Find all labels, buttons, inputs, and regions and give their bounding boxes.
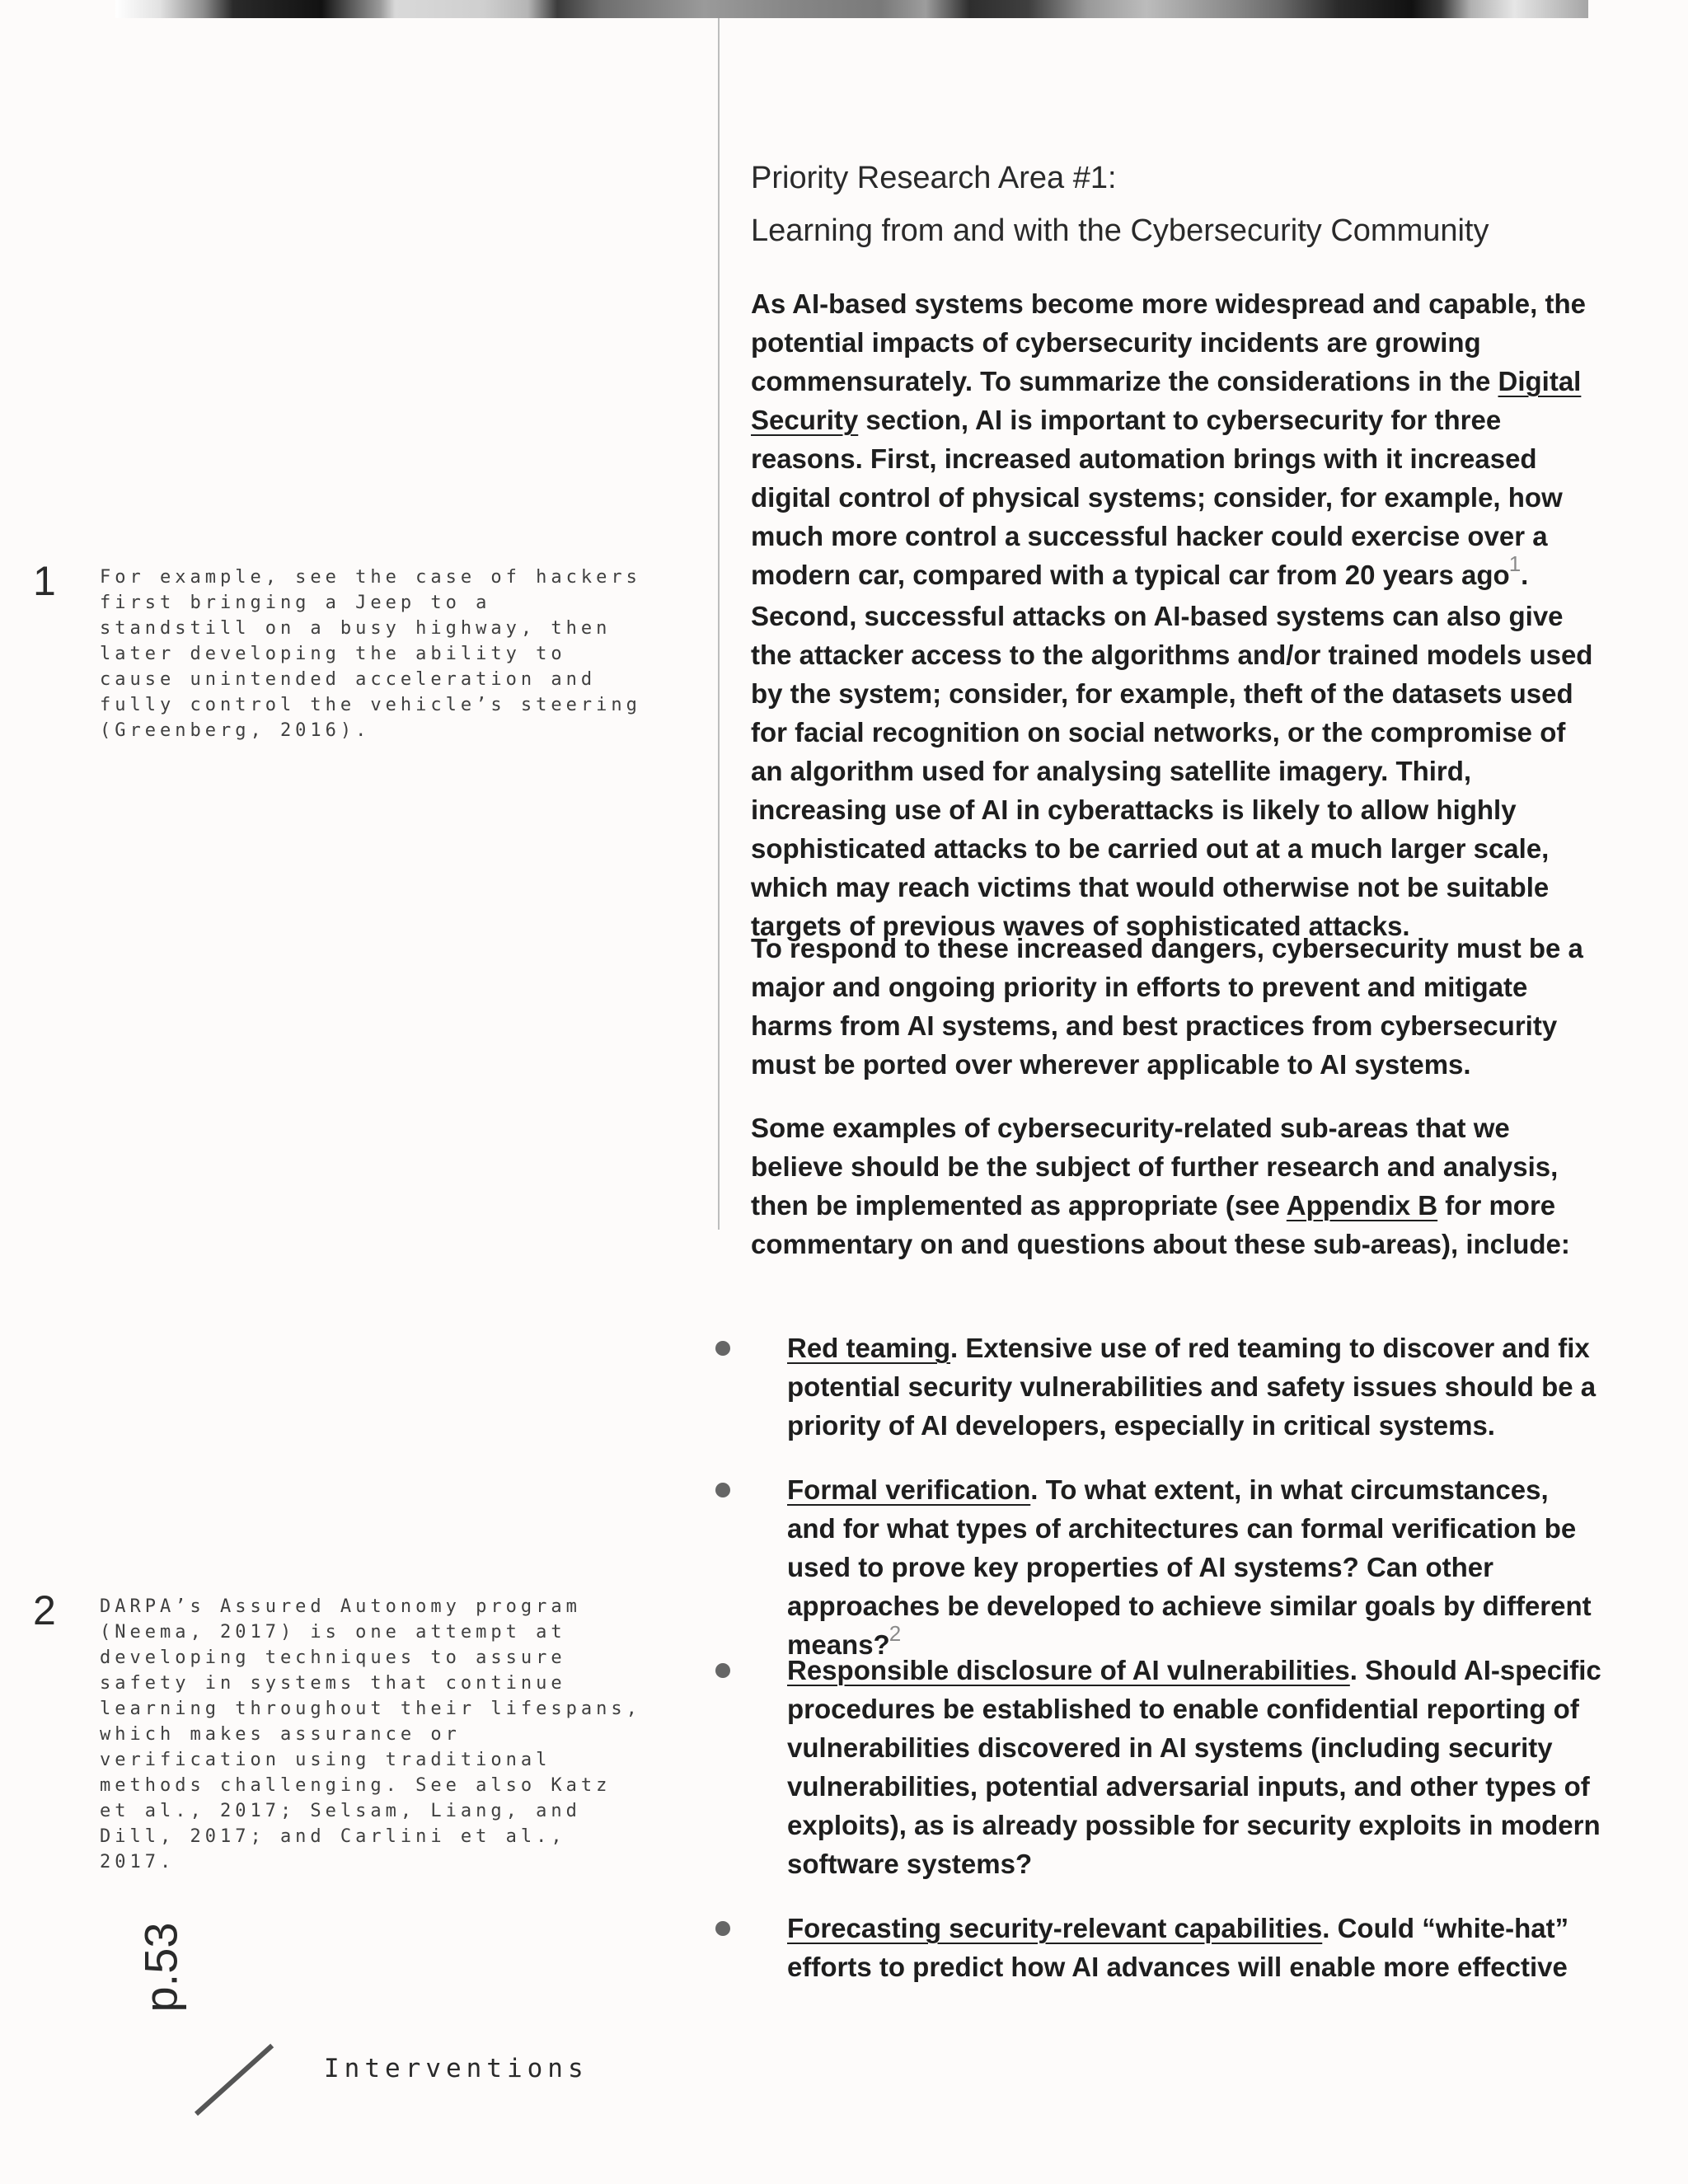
bullet-icon: [715, 1663, 730, 1678]
digital-security-link[interactable]: Digital Security: [751, 366, 1582, 435]
heading-line-2: Learning from and with the Cybersecurity Community: [751, 213, 1489, 248]
footnote-ref-1[interactable]: 1: [1508, 551, 1522, 576]
responsible-disclosure-link[interactable]: Responsible disclosure of AI vulnerabilities: [787, 1655, 1350, 1685]
heading-line-1: Priority Research Area #1:: [751, 161, 1117, 195]
paragraph-3-text-b: for more commentary on and questions about these sub-areas), include:: [751, 1190, 1570, 1259]
list-item-body: . Should AI-specific procedures be established to enable confidential reporting of vulnerabilities discovered in AI systems (including security vulnerabilities, potential adversarial inputs, and other types of exploits), as is already possible for security exploits in modern software systems?: [787, 1655, 1601, 1879]
column-divider: [718, 18, 720, 1230]
page-number: [99, 1905, 223, 2029]
list-item-text: [787, 1470, 1603, 1666]
decorative-gradient-bar: [115, 0, 1588, 18]
paragraph-1-text-a: As AI-based systems become more widespread and capable, the potential impacts of cybersecurity incidents are growing commensurately. To summarize the considerations in the: [751, 288, 1586, 396]
section-heading: [751, 152, 1608, 257]
footnote-2-number: 2: [33, 1587, 56, 1633]
red-teaming-link[interactable]: Red teaming: [787, 1333, 951, 1363]
list-item-text: [787, 1329, 1603, 1445]
list-item-body: . To what extent, in what circumstances, and for what types of architectures can formal verification be used to prove key properties of AI systems? Can other approaches be developed to achieve similar goals by different means?: [787, 1474, 1592, 1660]
list-item-text: [787, 1909, 1603, 1986]
section-label: Interventions: [324, 2054, 588, 2083]
page-number-label: p.53: [134, 1922, 187, 2013]
list-item-body: . Could “white-hat” efforts to predict how AI advances will enable more effective: [787, 1913, 1569, 1982]
forecasting-capabilities-link[interactable]: Forecasting security-relevant capabilities: [787, 1913, 1323, 1943]
footnote-ref-2[interactable]: 2: [889, 1621, 902, 1646]
slash-divider: [195, 2044, 274, 2116]
formal-verification-link[interactable]: Formal verification: [787, 1474, 1031, 1505]
bullet-icon: [715, 1921, 730, 1936]
paragraph-1-text-c: . Second, successful attacks on AI-based systems can also give the attacker access to the algorithms and/or trained models used by the system; consider, for example, theft of the datasets used for facial recognition on social networks, or the compromise of an algorithm used for analysing satellite imagery. Third, increasing use of AI in cyberattacks is likely to allow highly sophisticated attacks to be carried out at a much larger scale, which may reach victims that would otherwise not be suitable targets of previous waves of sophisticated attacks.: [751, 560, 1593, 941]
list-item-body: . Extensive use of red teaming to discover and fix potential security vulnerabilities and safety issues should be a priority of AI developers, especially in critical systems.: [787, 1333, 1597, 1441]
footnote-2-text: DARPA’s Assured Autonomy program (Neema, 2017) is one attempt at developing techniques to assure safety in systems that continue learning throughout their lifespans, which makes assurance or verification using traditional methods challenging. See also Katz et al., 2017; Selsam, Liang, and Dill, 2017; and Carlini et al., 2017.: [100, 1596, 641, 1872]
footnote-1-text: For example, see the case of hackers first bringing a Jeep to a standstill on a busy highway, then later developing the ability to cause unintended acceleration and fully control the vehicle’s steering (Greenberg, 2016).: [100, 567, 641, 741]
list-item-text: [787, 1651, 1603, 1883]
paragraph-1-text-b: section, AI is important to cybersecurity for three reasons. First, increased automation brings with it increased digital control of physical systems; consider, for example, how much more control a successful hacker could exercise over a modern car, compared with a typical car from 20 years ago: [751, 405, 1563, 590]
paragraph-2: To respond to these increased dangers, cybersecurity must be a major and ongoing priority in efforts to prevent and mitigate harms from AI systems, and best practices from cybersecurity must be ported over wherever applicable to AI systems.: [751, 933, 1583, 1080]
paragraph-3: [751, 1108, 1593, 1263]
paragraph-3-text-a: Some examples of cybersecurity-related sub-areas that we believe should be the subject of further research and analysis, then be implemented as appropriate (see: [751, 1113, 1559, 1221]
bullet-icon: [715, 1483, 730, 1497]
bullet-icon: [715, 1341, 730, 1356]
appendix-b-link[interactable]: Appendix B: [1286, 1190, 1438, 1221]
footnote-1-number: 1: [33, 558, 56, 604]
paragraph-1: [751, 284, 1593, 945]
